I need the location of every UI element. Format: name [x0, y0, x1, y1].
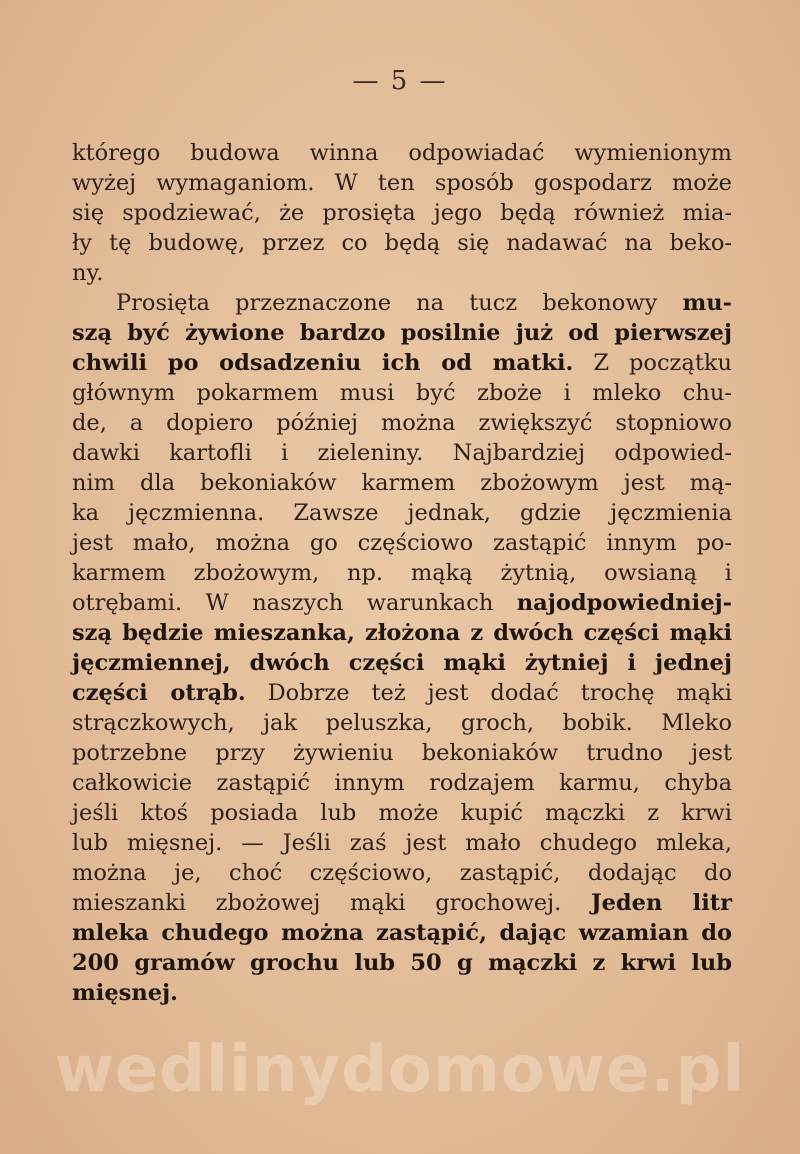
text-segment: nim dla bekoniaków karmem zbożowym jest mą-	[72, 470, 732, 496]
text-segment: jest mało, można go częściowo zastąpić innym po-	[72, 530, 732, 556]
text-line	[72, 318, 732, 348]
text-line	[72, 678, 732, 708]
text-line	[72, 498, 732, 528]
text-line	[72, 348, 732, 378]
text-segment: dawki kartofli i zieleniny. Najbardziej odpowied-	[72, 440, 732, 466]
text-line	[72, 228, 732, 258]
text-segment: lub mięsnej. — Jeśli zaś jest mało chudego mleka,	[72, 830, 732, 856]
text-segment: jeśli ktoś posiada lub może kupić mączki z krwi	[72, 800, 732, 826]
text-line	[72, 858, 732, 888]
text-line	[72, 768, 732, 798]
text-segment: karmem zbożowym, np. mąką żytnią, owsianą i	[72, 560, 732, 586]
text-segment: potrzebne przy żywieniu bekoniaków trudno jest	[72, 740, 732, 766]
text-segment: wyżej wymaganiom. W ten sposób gospodarz może	[72, 170, 732, 196]
text-line	[72, 198, 732, 228]
text-segment: ny.	[72, 260, 104, 286]
text-line	[72, 528, 732, 558]
text-line	[72, 648, 732, 678]
text-line	[72, 618, 732, 648]
text-segment: całkowicie zastąpić innym rodzajem karmu, chyba	[72, 770, 732, 796]
page-body-text	[72, 138, 732, 1008]
text-line	[72, 468, 732, 498]
text-segment: otrębami. W naszych warunkach	[72, 590, 517, 616]
text-line	[72, 708, 732, 738]
text-segment: de, a dopiero później można zwiększyć stopniowo	[72, 410, 732, 436]
text-segment: którego budowa winna odpowiadać wymienionym	[72, 140, 732, 166]
text-line	[72, 288, 732, 318]
bold-text-segment: mu-	[682, 290, 732, 316]
text-segment: Prosięta przeznaczone na tucz bekonowy	[116, 290, 683, 316]
bold-text-segment: 200 gramów grochu lub 50 g mączki z krwi lub	[72, 950, 732, 976]
text-segment: Z początku	[573, 350, 732, 376]
text-segment: głównym pokarmem musi być zboże i mleko chu-	[72, 380, 732, 406]
text-line	[72, 138, 732, 168]
text-line	[72, 978, 732, 1008]
bold-text-segment: chwili po odsadzeniu ich od matki.	[72, 350, 574, 376]
text-line	[72, 168, 732, 198]
text-line	[72, 378, 732, 408]
bold-text-segment: mleka chudego można zastąpić, dając wzamian do	[72, 920, 732, 946]
text-line	[72, 888, 732, 918]
text-line	[72, 558, 732, 588]
text-line	[72, 738, 732, 768]
text-line	[72, 798, 732, 828]
bold-text-segment: jęczmiennej, dwóch części mąki żytniej i jednej	[72, 650, 732, 676]
watermark: wedlinydomowe.pl	[54, 1033, 746, 1107]
bold-text-segment: części otrąb.	[72, 680, 246, 706]
bold-text-segment: Jeden litr	[590, 890, 732, 916]
text-line	[72, 918, 732, 948]
text-segment: strączkowych, jak peluszka, groch, bobik. Mleko	[72, 710, 732, 736]
text-line	[72, 588, 732, 618]
page-number: — 5 —	[352, 66, 448, 96]
text-line	[72, 438, 732, 468]
bold-text-segment: najodpowiedniej-	[516, 590, 732, 616]
text-segment: mieszanki zbożowej mąki grochowej.	[72, 890, 591, 916]
bold-text-segment: szą być żywione bardzo posilnie już od pierwszej	[72, 320, 732, 346]
text-line	[72, 258, 732, 288]
text-segment: się spodziewać, że prosięta jego będą również mia-	[72, 200, 732, 226]
text-segment: Dobrze też jest dodać trochę mąki	[245, 680, 732, 706]
text-line	[72, 408, 732, 438]
text-segment: ły tę budowę, przez co będą się nadawać na beko-	[72, 230, 732, 256]
text-segment: można je, choć częściowo, zastąpić, dodając do	[72, 860, 732, 886]
text-line	[72, 948, 732, 978]
bold-text-segment: szą będzie mieszanka, złożona z dwóch części mąki	[72, 620, 732, 646]
text-line	[72, 828, 732, 858]
text-segment: ka jęczmienna. Zawsze jednak, gdzie jęczmienia	[72, 500, 732, 526]
bold-text-segment: mięsnej.	[72, 980, 178, 1006]
